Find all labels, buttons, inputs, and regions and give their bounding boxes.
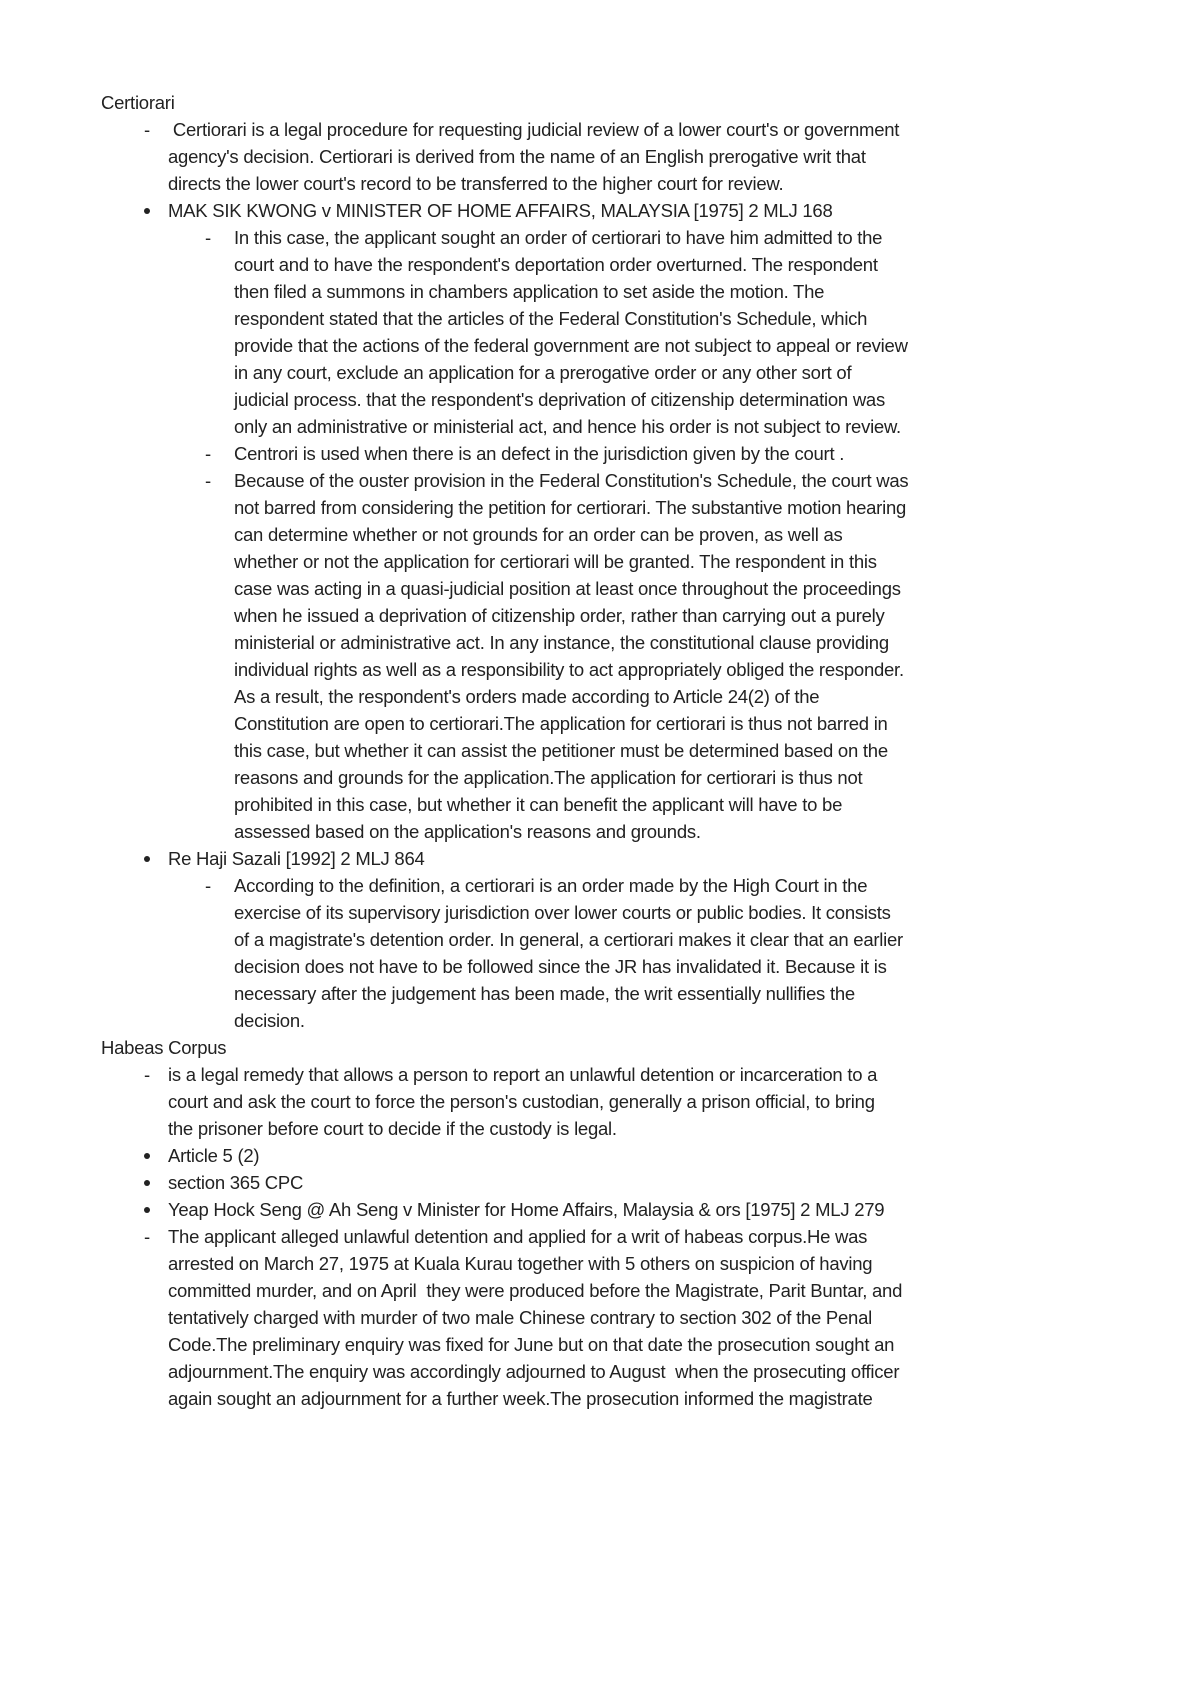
line-text: judicial process. that the respondent's deprivation of citizenship determination was [234, 389, 885, 410]
line-text: Certiorari is a legal procedure for requesting judicial review of a lower court's or government [168, 119, 900, 140]
line-text: tentatively charged with murder of two male Chinese contrary to section 302 of the Penal [168, 1307, 872, 1328]
line-text: agency's decision. Certiorari is derived from the name of an English prerogative writ that [168, 146, 866, 167]
text-line [0, 1223, 1200, 1250]
text-line [0, 953, 1200, 980]
line-text: case was acting in a quasi-judicial position at least once throughout the proceedings [234, 578, 901, 599]
text-line [0, 440, 1200, 467]
dash-marker: - [205, 470, 211, 491]
dash-marker: - [144, 1226, 150, 1247]
line-text: exercise of its supervisory jurisdiction over lower courts or public bodies. It consists [234, 902, 891, 923]
text-line [0, 1277, 1200, 1304]
text-line [0, 1169, 1200, 1196]
line-text: section 365 CPC [168, 1172, 304, 1193]
line-text: adjournment.The enquiry was accordingly adjourned to August when the prosecuting officer [168, 1361, 900, 1382]
line-text: respondent stated that the articles of the Federal Constitution's Schedule, which [234, 308, 868, 329]
text-line [0, 278, 1200, 305]
line-text: necessary after the judgement has been made, the writ essentially nullifies the [234, 983, 855, 1004]
line-text: Yeap Hock Seng @ Ah Seng v Minister for Home Affairs, Malaysia & ors [1975] 2 MLJ 279 [168, 1199, 885, 1220]
line-text: decision does not have to be followed since the JR has invalidated it. Because it is [234, 956, 887, 977]
bullet-icon [144, 856, 150, 862]
line-text: Article 5 (2) [168, 1145, 260, 1166]
text-line [0, 305, 1200, 332]
text-line [0, 602, 1200, 629]
dash-item [0, 1061, 1200, 1142]
section-heading: Habeas Corpus [101, 1037, 227, 1058]
line-text: The applicant alleged unlawful detention and applied for a writ of habeas corpus.He was [168, 1226, 868, 1247]
text-line [0, 1304, 1200, 1331]
line-text: assessed based on the application's reasons and grounds. [234, 821, 701, 842]
dash-marker: - [205, 875, 211, 896]
text-line [0, 764, 1200, 791]
line-text: prohibited in this case, but whether it can benefit the applicant will have to be [234, 794, 843, 815]
line-text: this case, but whether it can assist the petitioner must be determined based on the [234, 740, 888, 761]
text-line [0, 143, 1200, 170]
text-line [0, 197, 1200, 224]
text-line [0, 359, 1200, 386]
dash-marker: - [144, 1064, 150, 1085]
text-line [0, 467, 1200, 494]
bullet-item [0, 1142, 1200, 1169]
bullet-item [0, 845, 1200, 872]
dash-marker: - [205, 227, 211, 248]
line-text: According to the definition, a certiorari is an order made by the High Court in the [234, 875, 868, 896]
text-line [0, 791, 1200, 818]
text-line [0, 1115, 1200, 1142]
line-text: in any court, exclude an application for a prerogative order or any other sort of [234, 362, 852, 383]
line-text: the prisoner before court to decide if the custody is legal. [168, 1118, 617, 1139]
dash-item [0, 440, 1200, 467]
document-body [0, 89, 1200, 1412]
text-line [0, 1061, 1200, 1088]
line-text: ministerial or administrative act. In any instance, the constitutional clause providing [234, 632, 889, 653]
text-line [0, 1142, 1200, 1169]
text-line [0, 656, 1200, 683]
line-text: court and to have the respondent's deportation order overturned. The respondent [234, 254, 878, 275]
line-text: of a magistrate's detention order. In general, a certiorari makes it clear that an earlier [234, 929, 903, 950]
text-line [0, 980, 1200, 1007]
text-line [0, 224, 1200, 251]
section-heading: Certiorari [101, 92, 175, 113]
text-line [0, 116, 1200, 143]
line-text: Centrori is used when there is an defect in the jurisdiction given by the court . [234, 443, 845, 464]
dash-item [0, 872, 1200, 1034]
bullet-item [0, 1196, 1200, 1223]
text-line [0, 1007, 1200, 1034]
text-line [0, 386, 1200, 413]
text-line [0, 1358, 1200, 1385]
line-text: Code.The preliminary enquiry was fixed for June but on that date the prosecution sought an [168, 1334, 895, 1355]
text-line [0, 575, 1200, 602]
line-text: then filed a summons in chambers application to set aside the motion. The [234, 281, 825, 302]
text-line [0, 548, 1200, 575]
text-line [0, 521, 1200, 548]
text-line [0, 413, 1200, 440]
line-text: provide that the actions of the federal government are not subject to appeal or review [234, 335, 908, 356]
dash-marker: - [205, 443, 211, 464]
bullet-icon [144, 1207, 150, 1213]
bullet-icon [144, 208, 150, 214]
line-text: decision. [234, 1010, 305, 1031]
text-line [0, 737, 1200, 764]
bullet-icon [144, 1153, 150, 1159]
line-text: Re Haji Sazali [1992] 2 MLJ 864 [168, 848, 425, 869]
bullet-item [0, 197, 1200, 224]
line-text: As a result, the respondent's orders made according to Article 24(2) of the [234, 686, 820, 707]
text-line [0, 926, 1200, 953]
line-text: can determine whether or not grounds for an order can be proven, as well as [234, 524, 843, 545]
line-text: directs the lower court's record to be transferred to the higher court for review. [168, 173, 784, 194]
line-text: individual rights as well as a responsibility to act appropriately obliged the responder. [234, 659, 904, 680]
line-text: again sought an adjournment for a further week.The prosecution informed the magistrate [168, 1388, 873, 1409]
bullet-item [0, 1169, 1200, 1196]
dash-item [0, 467, 1200, 845]
text-line [0, 1088, 1200, 1115]
text-line [0, 1250, 1200, 1277]
dash-marker: - [144, 119, 150, 140]
line-text: court and ask the court to force the person's custodian, generally a prison official, to bring [168, 1091, 875, 1112]
bullet-icon [144, 1180, 150, 1186]
line-text: In this case, the applicant sought an order of certiorari to have him admitted to the [234, 227, 883, 248]
dash-item [0, 116, 1200, 197]
line-text: is a legal remedy that allows a person to report an unlawful detention or incarceration to a [168, 1064, 878, 1085]
text-line [0, 1196, 1200, 1223]
text-line [0, 872, 1200, 899]
text-line [0, 629, 1200, 656]
text-line [0, 332, 1200, 359]
line-text: only an administrative or ministerial act, and hence his order is not subject to review. [234, 416, 901, 437]
line-text: reasons and grounds for the application.The application for certiorari is thus not [234, 767, 863, 788]
text-line [0, 845, 1200, 872]
line-text: committed murder, and on April they were produced before the Magistrate, Parit Buntar, and [168, 1280, 903, 1301]
text-line [0, 251, 1200, 278]
line-text: Because of the ouster provision in the Federal Constitution's Schedule, the court was [234, 470, 909, 491]
text-line [0, 170, 1200, 197]
text-line [0, 1331, 1200, 1358]
line-text: arrested on March 27, 1975 at Kuala Kurau together with 5 others on suspicion of having [168, 1253, 873, 1274]
text-line [0, 494, 1200, 521]
text-line [0, 818, 1200, 845]
text-line [0, 899, 1200, 926]
dash-item [0, 1223, 1200, 1412]
line-text: Constitution are open to certiorari.The application for certiorari is thus not barred in [234, 713, 888, 734]
line-text: not barred from considering the petition for certiorari. The substantive motion hearing [234, 497, 907, 518]
text-line [0, 710, 1200, 737]
text-line [0, 683, 1200, 710]
line-text: whether or not the application for certiorari will be granted. The respondent in this [234, 551, 877, 572]
line-text: MAK SIK KWONG v MINISTER OF HOME AFFAIRS, MALAYSIA [1975] 2 MLJ 168 [168, 200, 833, 221]
line-text: when he issued a deprivation of citizenship order, rather than carrying out a purely [234, 605, 885, 626]
dash-item [0, 224, 1200, 440]
text-line [0, 1385, 1200, 1412]
